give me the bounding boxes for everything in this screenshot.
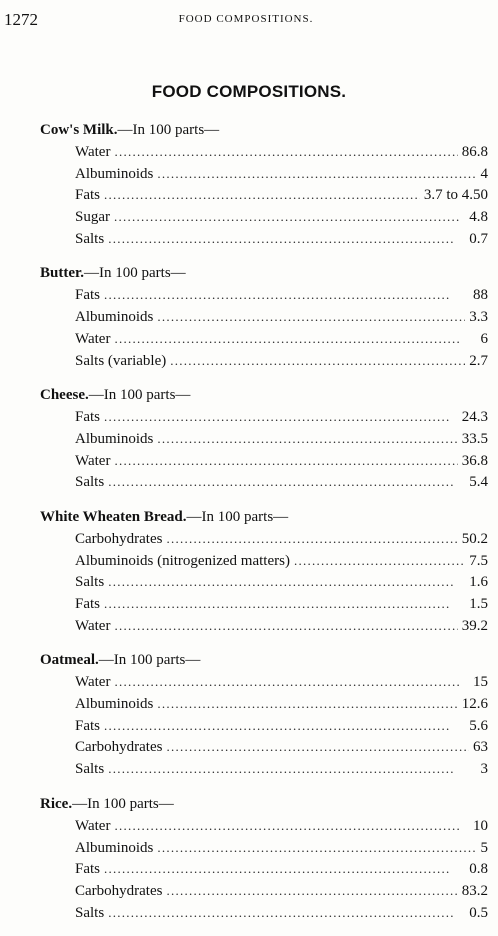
component-label: Water	[75, 330, 111, 347]
component-value: 12.6	[461, 696, 488, 713]
composition-row	[75, 528, 488, 550]
component-value: 1.5	[469, 596, 488, 612]
composition-row	[75, 837, 488, 859]
dot-leader	[108, 228, 465, 250]
food-name: Cow's Milk.	[40, 122, 118, 138]
composition-row	[75, 450, 488, 472]
dot-leader	[108, 471, 465, 493]
section-heading	[40, 384, 498, 406]
dot-leader	[114, 206, 465, 228]
composition-row	[75, 163, 488, 185]
component-value: 63	[473, 739, 488, 756]
dot-leader	[104, 406, 458, 428]
component-value: 4	[480, 165, 488, 182]
food-name: Oatmeal.	[40, 652, 99, 669]
component-label: Salts	[75, 474, 105, 491]
component-label: Water	[75, 144, 111, 160]
component-label: Water	[75, 617, 111, 634]
dot-leader	[108, 571, 465, 593]
composition-row	[75, 471, 488, 493]
component-value: 24.3	[461, 409, 488, 426]
food-name: Butter.	[40, 265, 85, 282]
section-heading	[40, 262, 498, 284]
component-value: 88	[473, 287, 488, 304]
component-value: 7.5	[469, 552, 488, 569]
component-label: Water	[75, 817, 111, 834]
component-label: Fats	[75, 596, 101, 612]
component-label: Albuminoids	[75, 430, 154, 447]
component-label: Albuminoids	[75, 309, 154, 326]
component-label: Albuminoids (nitrogenized matters)	[75, 552, 290, 569]
composition-row	[75, 693, 488, 715]
composition-row	[75, 428, 488, 450]
section-subtitle: —In 100 parts—	[186, 508, 289, 525]
dot-leader	[294, 550, 465, 572]
dot-leader	[166, 736, 469, 758]
section-heading	[40, 793, 498, 815]
dot-leader	[114, 450, 457, 472]
section-subtitle: —In 100 parts—	[117, 122, 220, 138]
composition-row	[75, 141, 488, 163]
component-label: Carbohydrates	[75, 530, 163, 547]
component-value: 5	[480, 839, 488, 856]
component-value: 10	[473, 817, 488, 834]
dot-leader	[157, 163, 476, 185]
component-value: 15	[473, 674, 488, 691]
component-label: Water	[75, 674, 111, 691]
dot-leader	[108, 758, 476, 780]
component-label: Fats	[75, 409, 101, 426]
dot-leader	[170, 350, 465, 372]
dot-leader	[104, 593, 465, 615]
section-heading	[40, 119, 498, 141]
food-section	[0, 119, 498, 249]
running-head	[4, 10, 488, 30]
composition-row	[75, 858, 488, 880]
component-label: Salts	[75, 904, 105, 921]
dot-leader	[104, 858, 465, 880]
composition-row	[75, 206, 488, 228]
food-section	[0, 506, 498, 636]
component-value: 0.5	[469, 904, 488, 921]
composition-row	[75, 715, 488, 737]
composition-row	[75, 736, 488, 758]
component-label: Salts	[75, 761, 105, 778]
dot-leader	[157, 428, 457, 450]
dot-leader	[166, 528, 457, 550]
dot-leader	[166, 880, 457, 902]
component-label: Salts	[75, 230, 105, 247]
dot-leader	[114, 815, 469, 837]
food-name: Rice.	[40, 795, 73, 812]
food-name: Cheese.	[40, 387, 89, 404]
component-value: 3	[480, 761, 488, 778]
composition-row	[75, 571, 488, 593]
component-value: 39.2	[461, 617, 488, 634]
component-label: Fats	[75, 717, 101, 734]
component-value: 6	[480, 330, 488, 347]
component-label: Carbohydrates	[75, 882, 163, 899]
section-heading	[40, 506, 498, 528]
food-section	[0, 793, 498, 923]
composition-row	[75, 902, 488, 924]
dot-leader	[157, 693, 457, 715]
composition-list	[0, 119, 498, 936]
running-title: FOOD COMPOSITIONS.	[178, 13, 314, 25]
composition-row	[75, 228, 488, 250]
component-label: Fats	[75, 187, 101, 204]
composition-row	[75, 328, 488, 350]
component-label: Water	[75, 452, 111, 469]
component-label: Salts (variable)	[75, 352, 167, 369]
component-value: 50.2	[461, 530, 488, 547]
food-section	[0, 262, 498, 371]
food-section	[0, 384, 498, 493]
dot-leader	[157, 837, 476, 859]
component-value: 1.6	[469, 574, 488, 591]
component-value: 33.5	[461, 430, 488, 447]
dot-leader	[114, 141, 457, 163]
component-value: 86.8	[461, 144, 488, 160]
section-subtitle: —In 100 parts—	[98, 652, 201, 669]
page-number: 1272	[4, 10, 38, 29]
dot-leader	[104, 184, 420, 206]
dot-leader	[157, 306, 465, 328]
component-value: 3.3	[469, 309, 488, 326]
component-value: 0.8	[469, 861, 488, 878]
section-subtitle: —In 100 parts—	[88, 387, 191, 404]
composition-row	[75, 406, 488, 428]
component-label: Carbohydrates	[75, 739, 163, 756]
dot-leader	[104, 284, 469, 306]
component-label: Albuminoids	[75, 696, 154, 713]
component-value: 0.7	[469, 230, 488, 247]
component-value: 4.8	[469, 209, 488, 226]
dot-leader	[114, 615, 457, 637]
component-label: Fats	[75, 861, 101, 878]
composition-row	[75, 306, 488, 328]
component-value: 5.4	[469, 474, 488, 491]
component-value: 2.7	[469, 352, 488, 369]
composition-row	[75, 550, 488, 572]
component-label: Albuminoids	[75, 165, 154, 182]
dot-leader	[114, 328, 476, 350]
component-value: 3.7 to 4.50	[423, 187, 488, 204]
dot-leader	[104, 715, 465, 737]
composition-row	[75, 184, 488, 206]
composition-row	[75, 350, 488, 372]
dot-leader	[114, 671, 469, 693]
component-value: 83.2	[461, 882, 488, 899]
composition-row	[75, 615, 488, 637]
page-title: FOOD COMPOSITIONS.	[151, 82, 347, 101]
component-value: 36.8	[461, 452, 488, 469]
food-name: White Wheaten Bread.	[40, 508, 187, 525]
component-label: Salts	[75, 574, 105, 591]
composition-row	[75, 758, 488, 780]
dot-leader	[108, 902, 465, 924]
composition-row	[75, 880, 488, 902]
component-label: Albuminoids	[75, 839, 154, 856]
component-label: Sugar	[75, 209, 110, 226]
component-label: Fats	[75, 287, 101, 304]
composition-row	[75, 284, 488, 306]
section-subtitle: —In 100 parts—	[72, 795, 174, 812]
component-value: 5.6	[469, 717, 488, 734]
section-heading	[40, 649, 498, 671]
food-section	[0, 649, 498, 779]
composition-row	[75, 815, 488, 837]
composition-row	[75, 671, 488, 693]
section-subtitle: —In 100 parts—	[84, 265, 186, 282]
composition-row	[75, 593, 488, 615]
